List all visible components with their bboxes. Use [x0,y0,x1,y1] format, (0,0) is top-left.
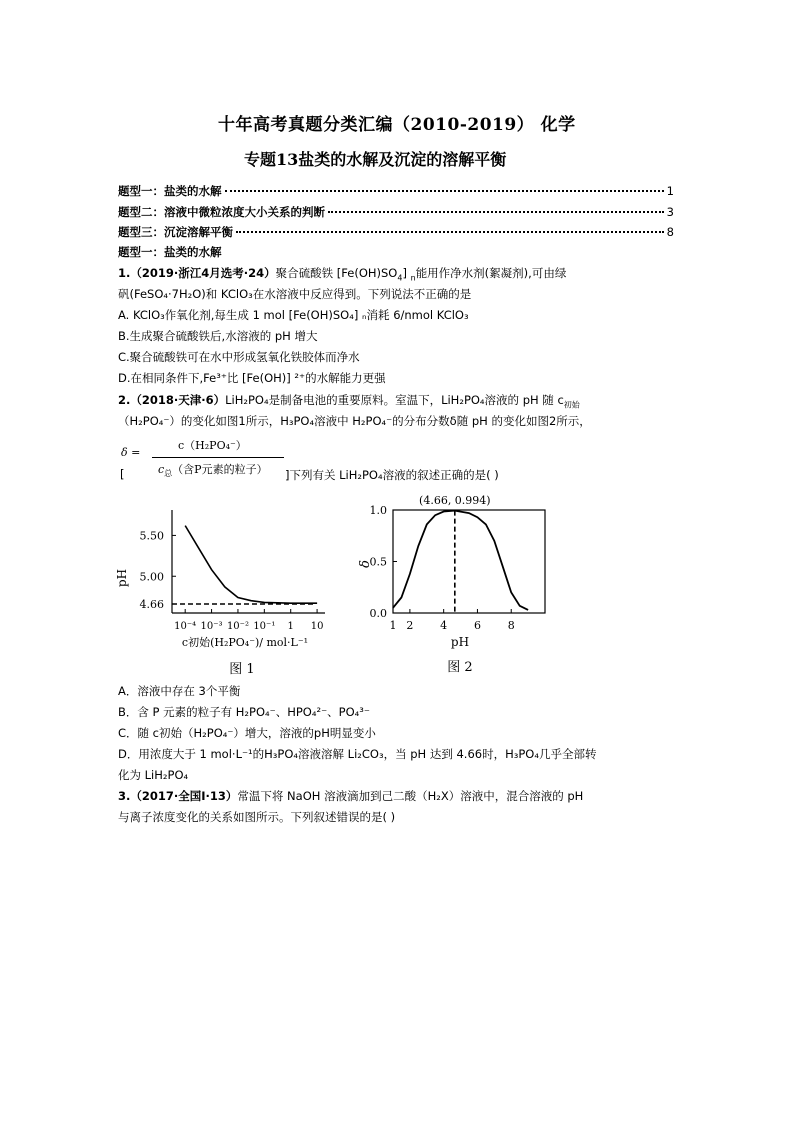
q1-option-c: C.聚合硫酸铁可在水中形成氢氧化铁胶体而净水 [118,350,360,364]
toc-label: 题型三：沉淀溶解平衡 [118,225,233,239]
toc-page: 8 [666,225,674,239]
toc-page: 1 [666,184,674,198]
q3-line-1: 3.（2017·全国Ⅰ·13）常温下将 NaOH 溶液滴加到己二酸（H₂X）溶液中，混合溶液的 pH [118,789,584,803]
toc-leader [236,231,664,233]
toc-item-3[interactable] [118,224,674,240]
q3-line-2: 与离子浓度变化的关系如图所示。下列叙述错误的是( ) [118,810,396,824]
y-tick-label: 1.0 [369,504,387,517]
x-tick-label: 10⁻² [226,621,249,632]
x-tick-label: 4 [440,619,448,632]
q2-option-d-line-1: D．用浓度大于 1 mol·L⁻¹的H₃PO₄溶液溶解 Li₂CO₃，当 pH 达到 4.66时，H₃PO₄几乎全部转 [118,747,597,761]
y-tick-label: 0.5 [369,555,387,569]
figure-1-chart [110,490,340,685]
bracket-open: [ [120,467,125,481]
toc-page: 3 [666,205,674,219]
peak-annotation: (4.66, 0.994) [419,494,491,507]
x-tick-label: 10⁻¹ [253,621,276,632]
toc-item-2[interactable] [118,204,674,220]
q1-option-a: A. KClO₃作氧化剂,每生成 1 mol [Fe(OH)SO₄] ₙ消耗 6/nmol KClO₃ [118,308,469,322]
q2-line-1: 2.（2018·天津·6）LiH₂PO₄是制备电池的重要原料。室温下，LiH₂PO₄溶液的 pH 随 $c_{初始}$ [118,393,580,410]
q1-line-1: 1.（2019·浙江4月选考·24）聚合硫酸铁 $[Fe(OH)SO_4]$ $_n$能用作净水剂(絮凝剂),可由绿 [118,266,567,283]
y-tick-label: 5.00 [139,570,164,584]
q3-source: 3.（2017·全国Ⅰ·13） [118,789,238,803]
q2-option-d-line-2: 化为 LiH₂PO₄ [118,768,189,782]
x-tick-label: 1 [389,619,397,632]
q1-option-d: D.在相同条件下,Fe³⁺比 [Fe(OH)] ²⁺的水解能力更强 [118,371,386,385]
q2-line-3: ]下列有关 LiH₂PO₄溶液的叙述正确的是( ) [285,468,499,482]
fraction-denominator: $c_总$（含P元素的粒子） [158,463,268,479]
x-tick-label: 10⁻⁴ [174,621,197,632]
y-axis-label: δ [358,560,373,568]
series-line [393,511,528,610]
q2-option-b: B．含 P 元素的粒子有 H₂PO₄⁻、HPO₄²⁻、PO₄³⁻ [118,705,370,719]
x-axis-label: c初始(H₂PO₄⁻)/ mol·L⁻¹ [181,636,309,649]
x-tick-label: 2 [406,619,414,632]
toc-item-1[interactable] [118,183,674,199]
figure-caption: 图 2 [447,660,473,675]
q2-option-a: A．溶液中存在 3个平衡 [118,684,241,698]
q1-source: 1.（2019·浙江4月选考·24） [118,266,276,280]
fraction-bar [152,457,284,458]
series-line [185,526,317,604]
page-title: 十年高考真题分类汇编（2010-2019） 化学 [218,115,576,135]
delta-symbol: δ = [121,446,141,459]
section-heading: 题型一：盐类的水解 [118,245,222,259]
q2-line-2: （H₂PO₄⁻）的变化如图1所示，H₃PO₄溶液中 H₂PO₄⁻的分布分数δ随 pH 的变化如图2所示， [118,414,591,428]
fraction-numerator: c（H₂PO₄⁻） [178,439,247,452]
toc-label: 题型一：盐类的水解 [118,184,222,198]
x-axis-label: pH [450,635,470,649]
toc-label: 题型二：溶液中微粒浓度大小关系的判断 [118,205,325,219]
toc-leader [225,190,664,192]
x-tick-label: 10 [310,621,324,632]
x-tick-label: 10⁻³ [200,621,223,632]
toc-leader [328,211,664,213]
x-tick-label: 6 [473,619,481,632]
plot-frame [393,510,545,613]
x-tick-label: 1 [287,621,294,632]
q1-line-2: 矾(FeSO₄·7H₂O)和 KClO₃在水溶液中反应得到。下列说法不正确的是 [118,287,472,301]
topic-subtitle: 专题13盐类的水解及沉淀的溶解平衡 [244,150,507,169]
figure-caption: 图 1 [229,662,255,677]
q1-option-b: B.生成聚合硫酸铁后,水溶液的 pH 增大 [118,329,318,343]
x-tick-label: 8 [507,619,515,632]
y-axis-label: pH [115,568,129,588]
y-tick-label: 4.66 [139,598,164,612]
figure-2-chart [355,488,560,683]
q2-option-c: C．随 c初始（H₂PO₄⁻）增大，溶液的pH明显变小 [118,726,376,740]
y-tick-label: 0.0 [369,607,387,620]
y-tick-label: 5.50 [139,529,164,543]
q2-source: 2.（2018·天津·6） [118,393,226,407]
